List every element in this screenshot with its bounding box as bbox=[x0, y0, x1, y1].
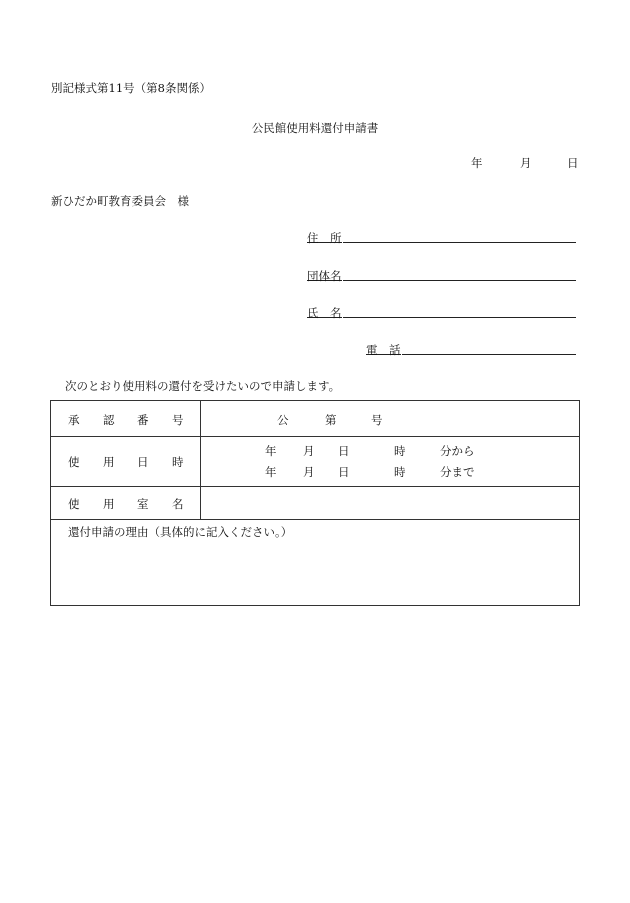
telephone-field[interactable] bbox=[402, 342, 576, 355]
from-minute: 分から bbox=[440, 444, 475, 458]
approval-label-char: 番 bbox=[137, 413, 149, 427]
from-day: 日 bbox=[338, 444, 350, 458]
room-label-char: 室 bbox=[137, 497, 149, 511]
room-label-char: 使 bbox=[68, 497, 80, 511]
telephone-label: 電 話 bbox=[366, 343, 401, 357]
to-month: 月 bbox=[303, 465, 315, 479]
refund-reason-field[interactable] bbox=[51, 541, 579, 605]
addressee: 新ひだか町教育委員会 様 bbox=[51, 194, 189, 208]
approval-value-char: 第 bbox=[325, 413, 337, 427]
table-divider bbox=[51, 519, 579, 520]
to-hour: 時 bbox=[394, 465, 406, 479]
to-year: 年 bbox=[265, 465, 277, 479]
intro-text: 次のとおり使用料の還付を受けたいので申請します。 bbox=[65, 379, 341, 393]
from-year: 年 bbox=[265, 444, 277, 458]
name-field[interactable] bbox=[343, 305, 576, 318]
address-label: 住 所 bbox=[307, 231, 342, 245]
date-month-label: 月 bbox=[520, 156, 532, 170]
application-table bbox=[50, 400, 580, 606]
name-label: 氏 名 bbox=[307, 306, 342, 320]
room-label-char: 用 bbox=[103, 497, 115, 511]
to-day: 日 bbox=[338, 465, 350, 479]
datetime-label-char: 時 bbox=[172, 455, 184, 469]
room-label-char: 名 bbox=[172, 497, 184, 511]
datetime-label-char: 用 bbox=[103, 455, 115, 469]
table-divider bbox=[51, 436, 579, 437]
datetime-label-char: 日 bbox=[137, 455, 149, 469]
to-minute: 分まで bbox=[440, 465, 475, 479]
organization-label: 団体名 bbox=[307, 269, 342, 283]
document-title: 公民館使用料還付申請書 bbox=[251, 121, 379, 135]
approval-value-char: 公 bbox=[277, 413, 289, 427]
date-day-label: 日 bbox=[567, 156, 579, 170]
approval-label-char: 承 bbox=[68, 413, 80, 427]
date-year-label: 年 bbox=[471, 156, 483, 170]
organization-field[interactable] bbox=[343, 268, 576, 281]
datetime-label-char: 使 bbox=[68, 455, 80, 469]
form-number: 別記様式第11号（第8条関係） bbox=[51, 81, 211, 95]
refund-reason-label: 還付申請の理由（具体的に記入ください。） bbox=[68, 525, 293, 539]
address-field[interactable] bbox=[343, 230, 576, 243]
approval-value-char: 号 bbox=[371, 413, 383, 427]
from-hour: 時 bbox=[394, 444, 406, 458]
from-month: 月 bbox=[303, 444, 315, 458]
approval-label-char: 認 bbox=[103, 413, 115, 427]
approval-label-char: 号 bbox=[172, 413, 184, 427]
room-name-field[interactable] bbox=[201, 487, 579, 518]
